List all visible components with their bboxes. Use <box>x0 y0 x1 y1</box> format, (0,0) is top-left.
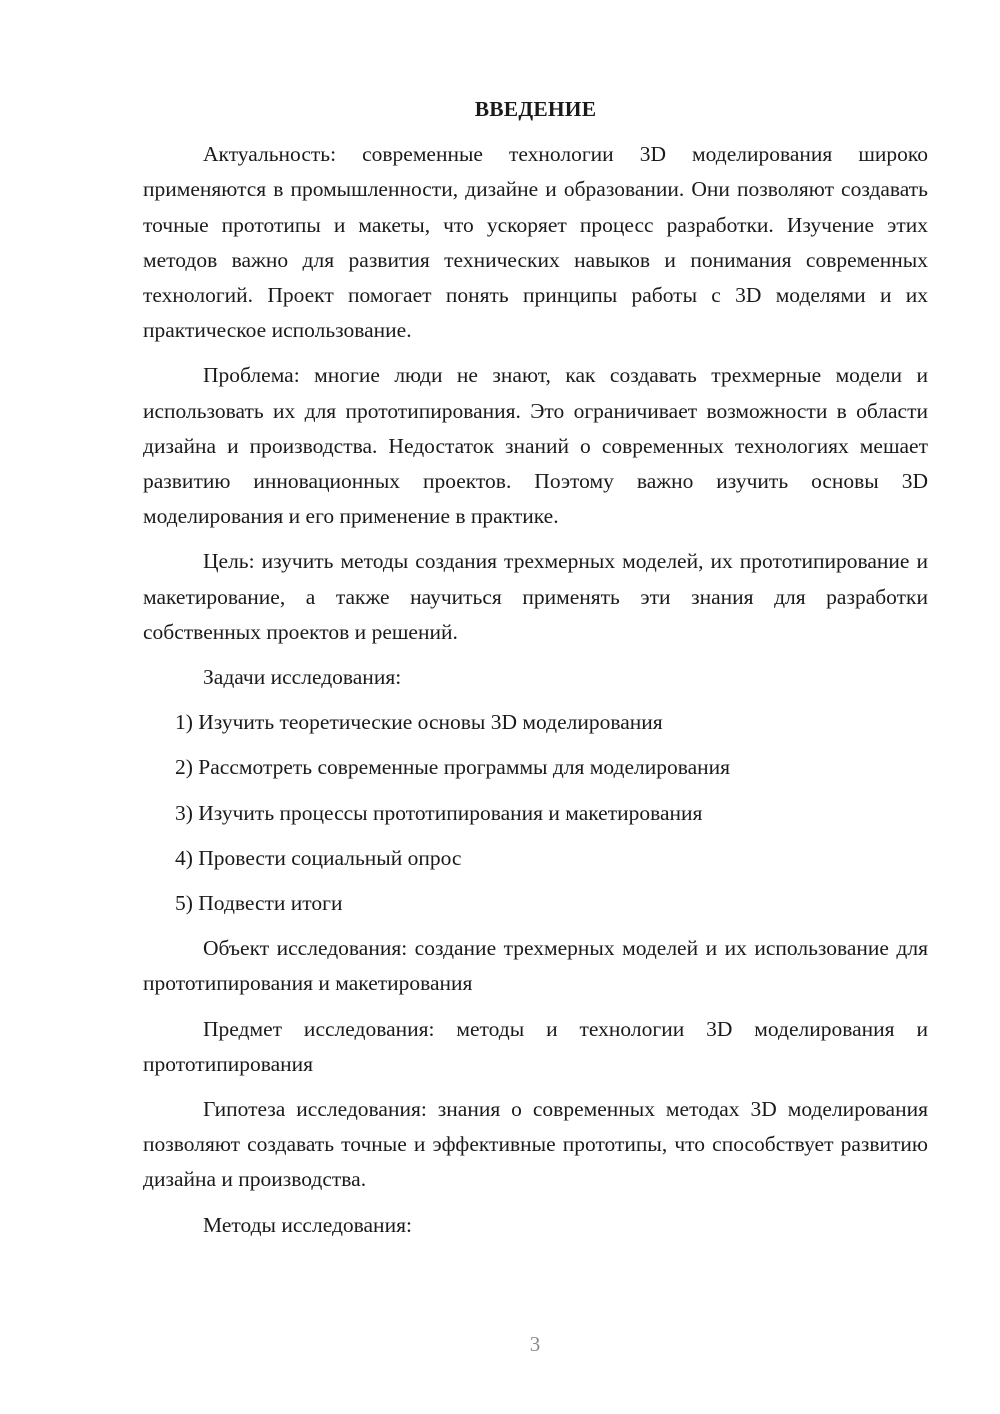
task-item: 5) Подвести итоги <box>175 891 343 916</box>
goal-paragraph: Цель: изучить методы создания трехмерных моделей, их прототипирование и макетирование, а также научиться применять эти знания для разработки собственных проектов и решений. <box>143 549 928 644</box>
task-item: 4) Провести социальный опрос <box>175 845 462 870</box>
subject-paragraph: Предмет исследования: методы и технологии 3D моделирования и прототипирования <box>143 1016 928 1076</box>
page-number: 3 <box>529 1332 541 1356</box>
task-item: 1) Изучить теоретические основы 3D моделирования <box>175 710 663 735</box>
object-paragraph: Объект исследования: создание трехмерных моделей и их использование для прототипирования и макетирования <box>143 936 928 996</box>
tasks-title: Задачи исследования: <box>203 665 402 690</box>
hypothesis-paragraph: Гипотеза исследования: знания о современных методах 3D моделирования позволяют создавать точные и эффективные прототипы, что способствует развитию дизайна и производства. <box>143 1097 928 1192</box>
tasks-list <box>143 705 928 921</box>
task-item: 3) Изучить процессы прототипирования и макетирования <box>175 800 703 825</box>
section-heading: ВВЕДЕНИЕ <box>474 97 597 121</box>
problem-paragraph: Проблема: многие люди не знают, как создавать трехмерные модели и использовать их для прототипирования. Это ограничивает возможности в области дизайна и производства. Недостаток знаний о современных технологиях мешает развитию инновационных проектов. Поэтому важно изучить основы 3D моделирования и его применение в практике. <box>143 363 928 529</box>
methods-title: Методы исследования: <box>203 1212 412 1237</box>
document-body <box>143 92 928 1243</box>
task-item: 2) Рассмотреть современные программы для моделирования <box>175 755 731 780</box>
relevance-paragraph: Актуальность: современные технологии 3D моделирования широко применяются в промышленности, дизайне и образовании. Они позволяют создавать точные прототипы и макеты, что ускоряет процесс разработки. Изучение этих методов важно для развития технических навыков и понимания современных технологий. Проект помогает понять принципы работы с 3D моделями и их практическое использование. <box>143 142 928 343</box>
